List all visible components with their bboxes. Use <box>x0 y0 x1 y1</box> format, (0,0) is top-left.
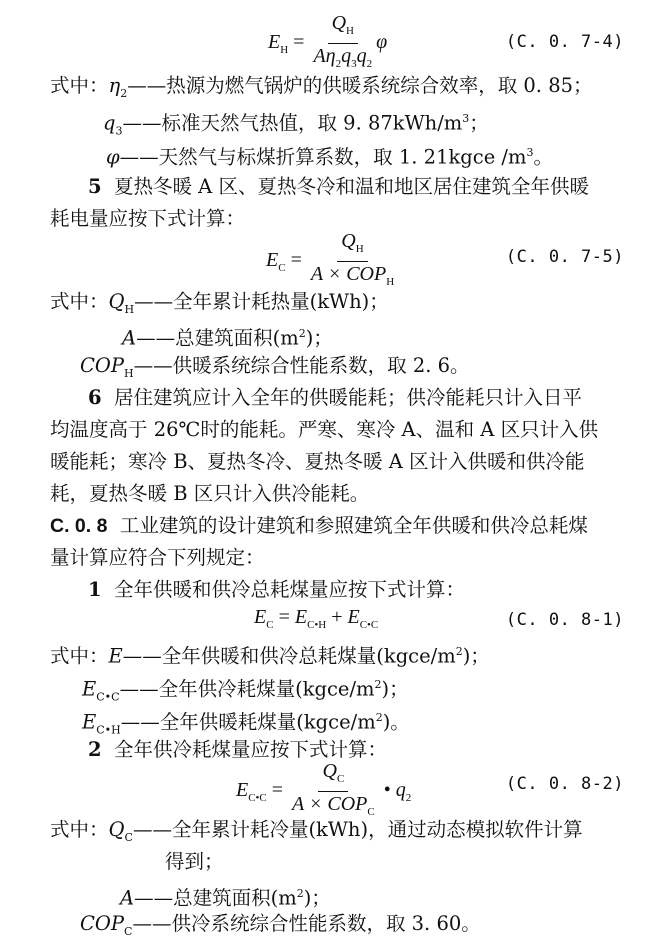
item-6-line1: 6 居住建筑应计入全年的供暖能耗；供冷能耗只计入日平 <box>88 386 582 409</box>
item-2: 2 全年供冷耗煤量应按下式计算： <box>88 738 387 761</box>
equation-number: (C. 0. 8-2) <box>505 774 624 794</box>
fraction: $\frac{Q_H}{A\eta_2q_3q_2}$ <box>313 12 373 70</box>
fraction: $\frac{Q_H}{A \times COP_H}$ <box>310 230 395 288</box>
where-line: $q_3——$标准天然气热值，取 9. $87kWh/m^3$； <box>103 111 489 138</box>
item-5-line2: 耗电量应按下式计算： <box>50 207 246 230</box>
equation-number: (C. 0. 7-4) <box>505 32 624 52</box>
where-line: 式中：$Q_H——$全年累计耗热量(kWh)； <box>50 290 389 316</box>
clause-c08-line2: 量计算应符合下列规定： <box>50 546 265 569</box>
fraction: $\frac{Q_C}{A \times COP_C}$ <box>292 760 375 818</box>
equation-c081: $E_C = E_{C•H} + E_{C•C}$ <box>254 606 379 631</box>
equation-c075: $E_C$ = $\frac{Q_H}{A \times COP_H}$ <box>266 230 398 293</box>
equation-number: (C. 0. 7-5) <box>505 247 624 267</box>
item-6-line3: 暖能耗；寒冷 B、夏热冬冷、夏热冬暖 A 区计入供暖和供冷能 <box>50 450 585 473</box>
equation-number: (C. 0. 8-1) <box>505 610 624 630</box>
where-line-continuation: 得到； <box>165 850 224 873</box>
where-line: 式中：$\eta_2——$热源为燃气锅炉的供暖系统综合效率，取 0. 85； <box>50 74 593 100</box>
equation-c082: $E_{C•C}$ = $\frac{Q_C}{A \times COP_C}$ • $q_2$ <box>236 760 411 823</box>
item-6-line4: 耗，夏热冬暖 B 区只计入供冷能耗。 <box>50 482 370 505</box>
where-line: 式中：$Q_C——$全年累计耗冷量(kWh)，通过动态模拟软件计算 <box>50 818 583 844</box>
where-line: A——总建筑面积$(m^2)$； <box>122 326 333 350</box>
where-line: A——总建筑面积$(m^2)$； <box>120 886 331 910</box>
where-line: $E_{C•H}——$全年供暖耗煤量$(kgce/m^2)$。 <box>82 710 410 737</box>
where-line: 式中：E——全年供暖和供冷总耗煤量$(kgce/m^2)$； <box>50 644 490 668</box>
item-6-line2: 均温度高于 26℃时的能耗。严寒、寒冷 A、温和 A 区只计入供 <box>50 418 599 441</box>
clause-c08-line1: C. 0. 8 工业建筑的设计建筑和参照建筑全年供暖和供冷总耗煤 <box>50 514 588 537</box>
where-line: φ——天然气与标煤折算系数，取 1. 21kgce $/m^3$。 <box>106 145 554 169</box>
where-line: $COP_H——$供暖系统综合性能系数，取 2. 6。 <box>80 354 470 380</box>
item-1: 1 全年供暖和供冷总耗煤量应按下式计算： <box>88 578 465 601</box>
item-5-line1: 5 夏热冬暖 A 区、夏热冬冷和温和地区居住建筑全年供暖 <box>88 175 589 198</box>
where-line: $COP_C——$供冷系统综合性能系数，取 3. 60。 <box>80 912 481 938</box>
equation-c074: $E_H$ = $\frac{Q_H}{A\eta_2q_3q_2}$ φ <box>268 12 387 75</box>
where-line: $E_{C•C}——$全年供冷耗煤量$(kgce/m^2)$； <box>82 677 409 704</box>
